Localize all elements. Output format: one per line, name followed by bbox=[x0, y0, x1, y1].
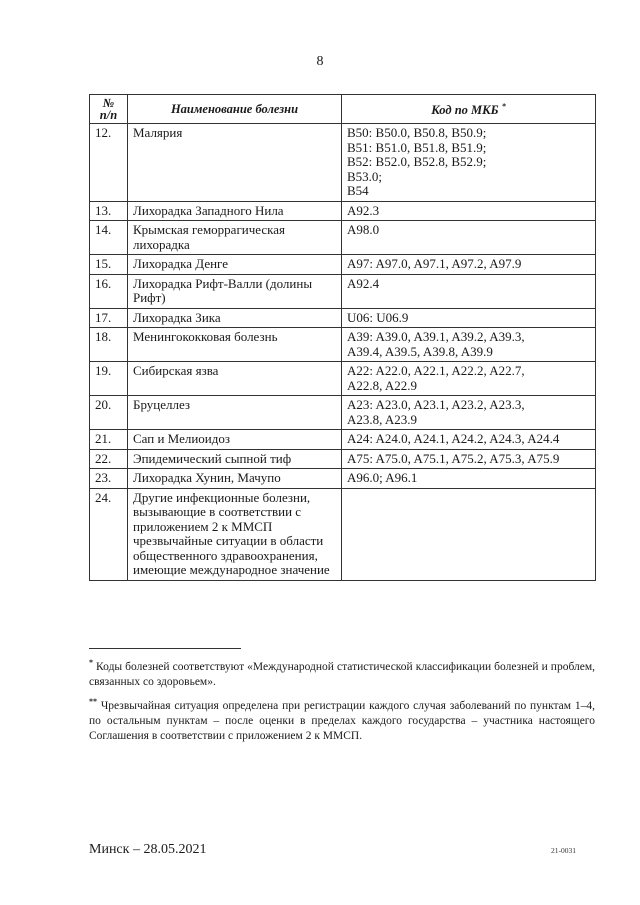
header-number-symbol: № bbox=[102, 96, 115, 110]
header-disease-name: Наименование болезни bbox=[128, 95, 342, 124]
footnotes bbox=[89, 655, 595, 748]
table-body bbox=[90, 124, 596, 581]
icd-code-line: A97: A97.0, A97.1, A97.2, A97.9 bbox=[347, 256, 522, 271]
row-number: 12. bbox=[90, 124, 128, 202]
icd-code-line: B51: B51.0, B51.8, B51.9; bbox=[347, 139, 487, 155]
table-row bbox=[90, 396, 596, 430]
table-row bbox=[90, 362, 596, 396]
table-row bbox=[90, 430, 596, 450]
footnote-divider bbox=[89, 648, 241, 649]
disease-name: Лихорадка Хунин, Мачупо bbox=[128, 469, 342, 489]
icd-code-line: A24: A24.0, A24.1, A24.2, A24.3, A24.4 bbox=[347, 431, 560, 446]
document-code: 21-0031 bbox=[551, 846, 576, 855]
disease-name: Бруцеллез bbox=[128, 396, 342, 430]
disease-name: Сибирская язва bbox=[128, 362, 342, 396]
icd-code-line: A39.4, A39.5, A39.8, A39.9 bbox=[347, 343, 493, 359]
disease-name: Крымская геморрагическая лихорадка bbox=[128, 221, 342, 255]
header-number bbox=[90, 95, 128, 124]
icd-code-line: B50: B50.0, B50.8, B50.9; bbox=[347, 125, 487, 140]
header-number-abbrev: п/п bbox=[99, 108, 118, 122]
icd-code-line: A92.3 bbox=[347, 202, 380, 218]
table-row bbox=[90, 255, 596, 275]
row-number: 21. bbox=[90, 430, 128, 450]
icd-code-cell bbox=[342, 488, 596, 580]
header-icd-code-label: Код по МКБ bbox=[431, 103, 499, 118]
icd-code-cell bbox=[342, 221, 596, 255]
icd-code-cell bbox=[342, 328, 596, 362]
table-row bbox=[90, 274, 596, 308]
footnote-2-mark: ** bbox=[89, 696, 97, 706]
icd-code-cell bbox=[342, 201, 596, 221]
row-number: 24. bbox=[90, 488, 128, 580]
table-header-row bbox=[90, 95, 596, 124]
icd-code-line: A23: A23.0, A23.1, A23.2, A23.3, bbox=[347, 397, 525, 412]
icd-code-line: A23.8, A23.9 bbox=[347, 411, 418, 427]
row-number: 17. bbox=[90, 308, 128, 328]
table-row bbox=[90, 328, 596, 362]
footnote-1-mark: * bbox=[89, 658, 93, 667]
icd-code-cell bbox=[342, 396, 596, 430]
icd-code-cell bbox=[342, 124, 596, 202]
icd-code-line: U06: U06.9 bbox=[347, 309, 409, 325]
header-icd-code bbox=[342, 95, 596, 124]
icd-code-line: A98.0 bbox=[347, 222, 380, 237]
disease-name: Лихорадка Рифт-Валли (долины Рифт) bbox=[128, 274, 342, 308]
disease-name: Лихорадка Западного Нила bbox=[128, 201, 342, 221]
row-number: 18. bbox=[90, 328, 128, 362]
footnote-1 bbox=[89, 655, 595, 690]
icd-code-cell bbox=[342, 274, 596, 308]
table-row bbox=[90, 469, 596, 489]
disease-name: Менингококковая болезнь bbox=[128, 328, 342, 362]
header-icd-code-mark: * bbox=[501, 102, 506, 112]
disease-table bbox=[89, 94, 596, 581]
disease-name: Малярия bbox=[128, 124, 342, 202]
icd-code-line: A75: A75.0, A75.1, A75.2, A75.3, A75.9 bbox=[347, 450, 560, 466]
row-number: 13. bbox=[90, 201, 128, 221]
row-number: 22. bbox=[90, 449, 128, 469]
icd-code-line: B53.0; bbox=[347, 168, 383, 184]
table-row bbox=[90, 201, 596, 221]
row-number: 20. bbox=[90, 396, 128, 430]
icd-code-cell bbox=[342, 469, 596, 489]
table-row bbox=[90, 221, 596, 255]
icd-code-cell bbox=[342, 308, 596, 328]
table-row bbox=[90, 488, 596, 580]
icd-code-cell bbox=[342, 430, 596, 450]
footnote-2 bbox=[89, 694, 595, 744]
signing-place-date: Минск – 28.05.2021 bbox=[89, 842, 207, 857]
page-number: 8 bbox=[316, 54, 324, 69]
disease-name: Лихорадка Денге bbox=[128, 255, 342, 275]
row-number: 23. bbox=[90, 469, 128, 489]
icd-code-line: A22.8, A22.9 bbox=[347, 377, 418, 393]
footnote-1-text: Коды болезней соответствуют «Международной статистической классификации болезней и проблем, связанных со здоровьем». bbox=[89, 660, 596, 688]
disease-name: Лихорадка Зика bbox=[128, 308, 342, 328]
row-number: 16. bbox=[90, 274, 128, 308]
icd-code-line: A22: A22.0, A22.1, A22.2, A22.7, bbox=[347, 363, 525, 378]
icd-code-line: B52: B52.0, B52.8, B52.9; bbox=[347, 154, 487, 169]
disease-name: Эпидемический сыпной тиф bbox=[128, 449, 342, 469]
table-row bbox=[90, 308, 596, 328]
row-number: 14. bbox=[90, 221, 128, 255]
table-row bbox=[90, 124, 596, 202]
disease-name: Другие инфекционные болезни, вызывающие в соответствии с приложением 2 к ММСП чрезвычайные ситуации в области общественного здравоохранения, имеющие международное значение bbox=[128, 488, 342, 580]
table-row bbox=[90, 449, 596, 469]
icd-code-line: A92.4 bbox=[347, 275, 380, 291]
row-number: 19. bbox=[90, 362, 128, 396]
icd-code-cell bbox=[342, 255, 596, 275]
icd-code-cell bbox=[342, 362, 596, 396]
footnote-2-text: Чрезвычайная ситуация определена при регистрации каждого случая заболеваний по пунктам 1–4, по остальным пунктам – после оценки в пределах каждого государства – участника настоящего Соглашения в соответствии с приложением 2 к ММСП. bbox=[89, 699, 595, 742]
icd-code-line: A96.0; A96.1 bbox=[347, 470, 418, 485]
row-number: 15. bbox=[90, 255, 128, 275]
icd-code-line: B54 bbox=[347, 183, 369, 198]
disease-name: Сап и Мелиоидоз bbox=[128, 430, 342, 450]
icd-code-cell bbox=[342, 449, 596, 469]
icd-code-line: A39: A39.0, A39.1, A39.2, A39.3, bbox=[347, 329, 525, 344]
